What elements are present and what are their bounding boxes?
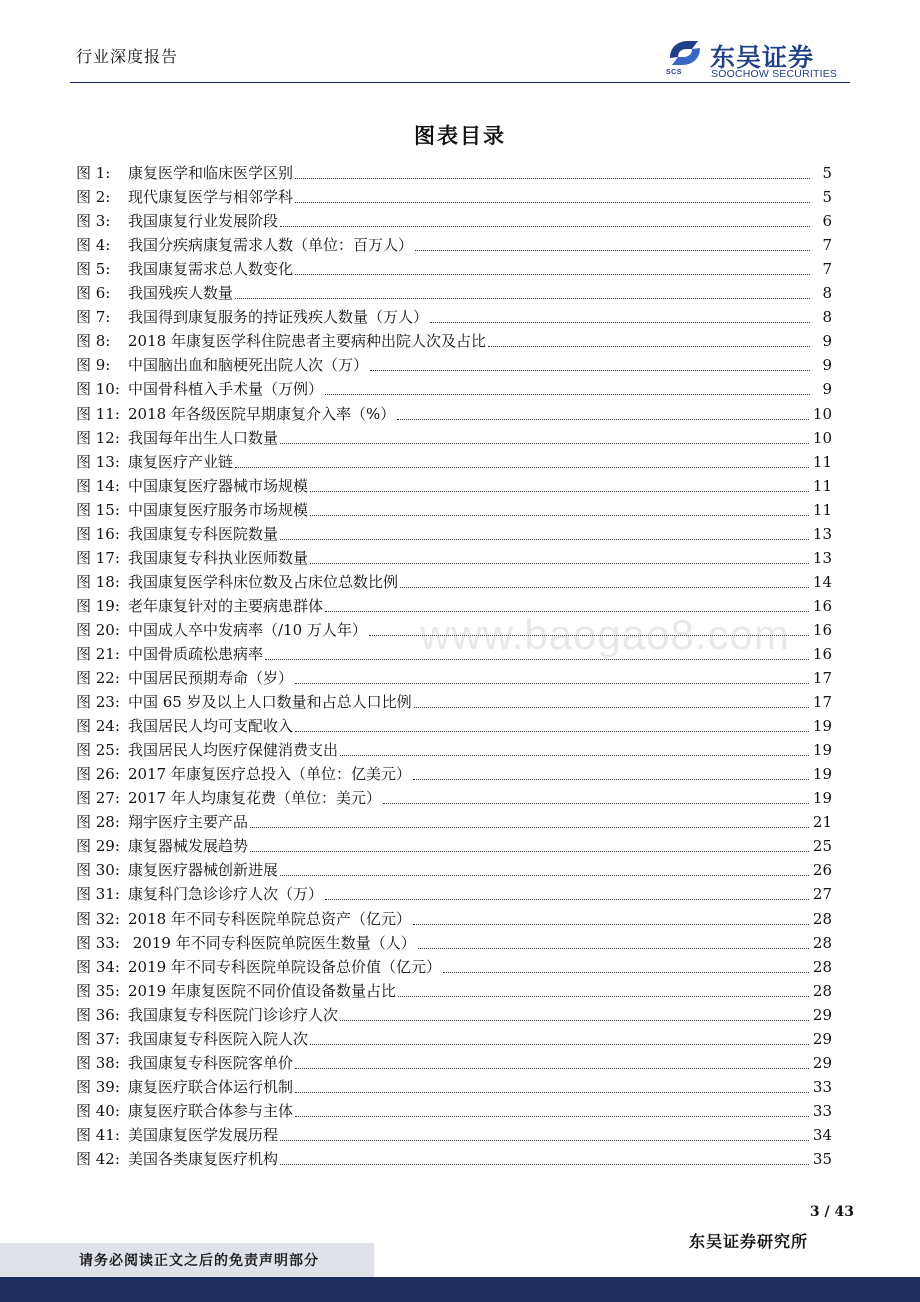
toc-entry-number: 图 39: [76, 1077, 120, 1096]
toc-entry[interactable] [76, 931, 832, 955]
toc-entry[interactable] [76, 738, 832, 762]
toc-entry-title: 我国居民人均可支配收入 [128, 717, 294, 736]
toc-entry-page: 11 [812, 500, 832, 519]
toc-entry-label [76, 1075, 293, 1099]
toc-entry[interactable] [76, 1147, 832, 1171]
toc-entry-number: 图 26: [76, 765, 120, 784]
toc-entry-title: 我国康复需求总人数变化 [128, 260, 294, 279]
toc-entry-number: 图 20: [76, 620, 120, 639]
toc-leader-dots [295, 1068, 809, 1069]
toc-entry-page: 8 [822, 284, 832, 303]
toc-entry-title: 中国骨科植入手术量（万例） [128, 380, 324, 399]
toc-entry-page: 16 [812, 596, 832, 615]
toc-entry[interactable] [76, 1051, 832, 1075]
toc-leader-dots [325, 899, 809, 900]
toc-entry-page: 25 [812, 837, 832, 856]
toc-entry-label [76, 281, 233, 305]
toc-entry-number: 图 8: [76, 332, 111, 351]
toc-entry-page: 5 [822, 164, 832, 183]
toc-entry[interactable] [76, 426, 832, 450]
toc-leader-dots [280, 226, 810, 227]
toc-leader-dots [310, 515, 809, 516]
toc-entry-label [76, 402, 395, 426]
toc-entry[interactable] [76, 401, 832, 425]
toc-entry-title: 康复医学和临床医学区别 [128, 164, 294, 183]
toc-leader-dots [413, 924, 809, 925]
toc-entry-page: 28 [812, 957, 832, 976]
toc-entry-title: 中国成人卒中发病率（/10 万人年） [128, 620, 367, 639]
toc-entry-number: 图 29: [76, 837, 120, 856]
toc-entry-page: 19 [812, 789, 832, 808]
toc-entry-number: 图 6: [76, 284, 111, 303]
toc-entry[interactable] [76, 281, 832, 305]
toc-entry-title: 康复医疗器械创新进展 [128, 861, 279, 880]
toc-leader-dots [295, 1092, 809, 1093]
toc-entry-title: 美国各类康复医疗机构 [128, 1149, 279, 1168]
toc-entry-label [76, 257, 293, 281]
toc-entry-number: 图 24: [76, 717, 120, 736]
toc-entry-label [76, 642, 263, 666]
toc-entry-number: 图 22: [76, 669, 120, 688]
toc-entry-number: 图 28: [76, 813, 120, 832]
toc-entry-label [76, 1099, 293, 1123]
toc-entry-number: 图 12: [76, 428, 120, 447]
toc-entry-label [76, 882, 323, 906]
toc-entry-label [76, 353, 368, 377]
toc-leader-dots [370, 370, 810, 371]
toc-entry-title: 康复科门急诊诊疗人次（万） [128, 885, 324, 904]
toc-entry-label [76, 834, 248, 858]
toc-leader-dots [383, 803, 809, 804]
toc-entry-label [76, 305, 428, 329]
toc-entry-page: 19 [812, 717, 832, 736]
toc-entry-title: 中国 65 岁及以上人口数量和占总人口比例 [128, 693, 412, 712]
toc-entry-page: 29 [812, 1005, 832, 1024]
toc-entry[interactable] [76, 1075, 832, 1099]
toc-leader-dots [235, 298, 810, 299]
toc-entry-label [76, 1051, 293, 1075]
toc-entry-title: 现代康复医学与相邻学科 [128, 188, 294, 207]
toc-entry-page: 27 [812, 885, 832, 904]
toc-entry-number: 图 16: [76, 524, 120, 543]
toc-entry[interactable] [76, 1003, 832, 1027]
toc-entry-label [76, 979, 396, 1003]
toc-entry-title: 我国康复医学科床位数及占床位总数比例 [128, 572, 399, 591]
toc-entry-number: 图 27: [76, 789, 120, 808]
toc-entry[interactable] [76, 1027, 832, 1051]
toc-entry-page: 11 [812, 452, 832, 471]
toc-entry-label [76, 1003, 338, 1027]
toc-leader-dots [310, 491, 809, 492]
toc-entry[interactable] [76, 498, 832, 522]
page-number: 3 / 43 [809, 1204, 854, 1220]
toc-entry-title: 2019 年康复医院不同价值设备数量占比 [128, 981, 396, 1000]
toc-entry-number: 图 13: [76, 452, 120, 471]
toc-leader-dots [397, 419, 809, 420]
toc-entry-page: 8 [822, 308, 832, 327]
toc-entry-page: 19 [812, 741, 832, 760]
toc-leader-dots [310, 563, 809, 564]
toc-entry-title: 我国康复专科医院入院人次 [128, 1029, 309, 1048]
toc-entry[interactable] [76, 570, 832, 594]
toc-entry-title: 我国康复专科执业医师数量 [128, 548, 309, 567]
toc-entry-title: 我国残疾人数量 [128, 284, 234, 303]
toc-entry[interactable] [76, 329, 832, 353]
toc-entry-page: 11 [812, 476, 832, 495]
toc-leader-dots [295, 1116, 809, 1117]
header-divider [70, 82, 850, 83]
toc-entry-page: 5 [822, 188, 832, 207]
toc-entry-label [76, 522, 278, 546]
toc-entry-title: 康复器械发展趋势 [128, 837, 249, 856]
toc-leader-dots [295, 274, 810, 275]
toc-title: 图表目录 [414, 123, 506, 148]
toc-entry[interactable] [76, 1099, 832, 1123]
toc-entry-number: 图 1: [76, 164, 111, 183]
toc-entry-page: 14 [812, 572, 832, 591]
toc-entry-number: 图 25: [76, 741, 120, 760]
toc-entry-title: 中国康复医疗器械市场规模 [128, 476, 309, 495]
toc-entry[interactable] [76, 955, 832, 979]
toc-entry-page: 28 [812, 909, 832, 928]
toc-entry-label [76, 233, 413, 257]
toc-leader-dots [280, 539, 809, 540]
toc-entry-label [76, 329, 486, 353]
toc-entry-number: 图 35: [76, 981, 120, 1000]
toc-entry-page: 9 [822, 332, 832, 351]
toc-entry-number: 图 14: [76, 476, 120, 495]
toc-leader-dots [280, 1164, 809, 1165]
toc-entry-page: 6 [822, 212, 832, 231]
toc-entry-number: 图 9: [76, 356, 111, 375]
toc-entry[interactable] [76, 979, 832, 1003]
toc-entry[interactable] [76, 305, 832, 329]
logo-chinese-name: 东吴证券 [710, 43, 815, 72]
toc-entry-page: 13 [812, 524, 832, 543]
toc-entry-label [76, 161, 293, 185]
toc-entry-number: 图 34: [76, 957, 120, 976]
toc-entry-label [76, 209, 278, 233]
toc-entry-label [76, 810, 248, 834]
toc-entry-page: 17 [812, 693, 832, 712]
toc-entry[interactable] [76, 666, 832, 690]
toc-entry-label [76, 570, 398, 594]
toc-entry-title: 康复医疗联合体运行机制 [128, 1077, 294, 1096]
toc-entry-label [76, 786, 381, 810]
toc-entry-number: 图 18: [76, 572, 120, 591]
toc-entry-label [76, 1123, 278, 1147]
toc-leader-dots [443, 972, 809, 973]
toc-entry-label [76, 738, 338, 762]
toc-entry-label [76, 690, 412, 714]
toc-entry-page: 10 [812, 428, 832, 447]
toc-entry-number: 图 40: [76, 1101, 120, 1120]
toc-entry-number: 图 5: [76, 260, 111, 279]
toc-entry-number: 图 11: [76, 404, 120, 423]
toc-entry-number: 图 17: [76, 548, 120, 567]
toc-leader-dots [280, 1140, 809, 1141]
toc-leader-dots [415, 250, 810, 251]
toc-entry[interactable] [76, 546, 832, 570]
toc-entry[interactable] [76, 810, 832, 834]
toc-entry-label [76, 1027, 308, 1051]
toc-entry-number: 图 33: [76, 933, 120, 952]
toc-leader-dots [235, 467, 809, 468]
toc-entry-title: 2018 年各级医院早期康复介入率（%） [128, 404, 396, 423]
toc-entry-title: 2019 年不同专科医院单院设备总价值（亿元） [128, 957, 441, 976]
toc-entry-title: 我国分疾病康复需求人数（单位：百万人） [128, 236, 414, 255]
toc-entry-page: 10 [812, 404, 832, 423]
footer-band [0, 1277, 920, 1302]
toc-entry-page: 19 [812, 765, 832, 784]
toc-entry-page: 7 [822, 260, 832, 279]
toc-entry-title: 老年康复针对的主要病患群体 [128, 596, 324, 615]
toc-entry-number: 图 15: [76, 500, 120, 519]
toc-entry-label [76, 714, 293, 738]
toc-entry[interactable] [76, 714, 832, 738]
toc-entry-page: 17 [812, 669, 832, 688]
toc-leader-dots [488, 346, 810, 347]
toc-entry-title: 我国得到康复服务的持证残疾人数量（万人） [128, 308, 429, 327]
toc-entry[interactable] [76, 233, 832, 257]
toc-entry-number: 图 23: [76, 693, 120, 712]
toc-entry-number: 图 4: [76, 236, 111, 255]
toc-entry-label [76, 594, 323, 618]
toc-entry-label [76, 907, 411, 931]
toc-entry-label [76, 931, 416, 955]
toc-leader-dots [295, 731, 809, 732]
toc-leader-dots [295, 202, 810, 203]
toc-entry[interactable] [76, 185, 832, 209]
toc-entry-page: 29 [812, 1053, 832, 1072]
toc-entry-label [76, 450, 233, 474]
toc-entry-number: 图 19: [76, 596, 120, 615]
toc-entry-page: 33 [812, 1077, 832, 1096]
toc-leader-dots [325, 394, 810, 395]
toc-entry-number: 图 30: [76, 861, 120, 880]
toc-entry-label [76, 955, 441, 979]
toc-entry-number: 图 31: [76, 885, 120, 904]
toc-entry[interactable] [76, 353, 832, 377]
toc-entry-page: 16 [812, 644, 832, 663]
toc-entry-title: 2018 年康复医学科住院患者主要病种出院人次及占比 [128, 332, 486, 351]
toc-entry-number: 图 21: [76, 644, 120, 663]
toc-leader-dots [414, 707, 809, 708]
toc-entry-title: 我国康复专科医院门诊诊疗人次 [128, 1005, 339, 1024]
toc-entry-number: 图 38: [76, 1053, 120, 1072]
toc-entry-title: 我国康复行业发展阶段 [128, 212, 279, 231]
toc-leader-dots [250, 851, 809, 852]
toc-entry-page: 35 [812, 1149, 832, 1168]
toc-leader-dots [400, 587, 809, 588]
toc-entry-page: 28 [812, 981, 832, 1000]
toc-entry-page: 7 [822, 236, 832, 255]
toc-entry[interactable] [76, 690, 832, 714]
report-type-label: 行业深度报告 [76, 47, 179, 66]
toc-entry-label [76, 618, 367, 642]
toc-entry-page: 9 [822, 380, 832, 399]
toc-entry-label [76, 666, 293, 690]
toc-entry-title: 中国脑出血和脑梗死出院人次（万） [128, 356, 369, 375]
toc-leader-dots [280, 875, 809, 876]
toc-leader-dots [430, 322, 810, 323]
toc-entry-label [76, 1147, 278, 1171]
toc-entry-title: 2017 年康复医疗总投入（单位：亿美元） [128, 765, 411, 784]
toc-entry[interactable] [76, 858, 832, 882]
brand-logo [664, 38, 854, 82]
toc-entry-title: 康复医疗联合体参与主体 [128, 1101, 294, 1120]
toc-entry-label [76, 185, 293, 209]
toc-leader-dots [295, 178, 810, 179]
institute-name: 东吴证券研究所 [688, 1232, 808, 1251]
toc-entry-page: 16 [812, 620, 832, 639]
toc-entry-number: 图 36: [76, 1005, 120, 1024]
toc-leader-dots [418, 948, 809, 949]
toc-entry[interactable] [76, 257, 832, 281]
toc-entry-page: 26 [812, 861, 832, 880]
toc-entry[interactable] [76, 450, 832, 474]
toc-entry-page: 34 [812, 1125, 832, 1144]
toc-entry-label [76, 546, 308, 570]
toc-entry-number: 图 2: [76, 188, 111, 207]
toc-leader-dots [265, 659, 809, 660]
toc-entry[interactable] [76, 762, 832, 786]
toc-leader-dots [340, 1020, 809, 1021]
toc-entry-page: 13 [812, 548, 832, 567]
toc-entry[interactable] [76, 161, 832, 185]
toc-entry-number: 图 7: [76, 308, 111, 327]
toc-entry-number: 图 10: [76, 380, 120, 399]
logo-english-name: SOOCHOW SECURITIES [711, 68, 838, 80]
toc-entry-title: 我国康复专科医院数量 [128, 524, 279, 543]
toc-entry-title: 2019 年不同专科医院单院医生数量（人） [128, 933, 416, 952]
watermark: www.baogao8.com [420, 611, 790, 658]
toc-entry-title: 我国居民人均医疗保健消费支出 [128, 741, 339, 760]
toc-entry[interactable] [76, 209, 832, 233]
toc-entry-number: 图 41: [76, 1125, 120, 1144]
toc-entry-number: 图 42: [76, 1149, 120, 1168]
toc-entry-number: 图 37: [76, 1029, 120, 1048]
toc-entry-label [76, 474, 308, 498]
toc-entry-title: 康复医疗产业链 [128, 452, 234, 471]
toc-entry-title: 我国康复专科医院客单价 [128, 1053, 294, 1072]
toc-leader-dots [310, 1044, 809, 1045]
logo-scs-text: SCS [666, 69, 682, 76]
toc-entry-title: 中国康复医疗服务市场规模 [128, 500, 309, 519]
toc-leader-dots [250, 827, 809, 828]
toc-entry-page: 9 [822, 356, 832, 375]
toc-entry[interactable] [76, 786, 832, 810]
toc-entry[interactable] [76, 906, 832, 930]
toc-entry-title: 我国每年出生人口数量 [128, 428, 279, 447]
toc-entry[interactable] [76, 834, 832, 858]
toc-entry-title: 2018 年不同专科医院单院总资产（亿元） [128, 909, 411, 928]
toc-entry[interactable] [76, 474, 832, 498]
toc-leader-dots [413, 779, 809, 780]
toc-entry-title: 美国康复医学发展历程 [128, 1125, 279, 1144]
toc-entry-label [76, 377, 323, 401]
toc-entry-title: 中国骨质疏松患病率 [128, 644, 264, 663]
toc-entry-page: 33 [812, 1101, 832, 1120]
toc-entry-label [76, 498, 308, 522]
toc-entry[interactable] [76, 522, 832, 546]
toc-leader-dots [280, 443, 809, 444]
toc-entry-title: 翔宇医疗主要产品 [128, 813, 249, 832]
toc-leader-dots [340, 755, 809, 756]
toc-entry-page: 29 [812, 1029, 832, 1048]
toc-entry[interactable] [76, 882, 832, 906]
toc-entry-title: 2017 年人均康复花费（单位：美元） [128, 789, 381, 808]
figure-toc-list [76, 161, 832, 1171]
toc-entry-title: 中国居民预期寿命（岁） [128, 669, 294, 688]
disclaimer-text: 请务必阅读正文之后的免责声明部分 [79, 1253, 319, 1269]
toc-entry-number: 图 3: [76, 212, 111, 231]
toc-entry-label [76, 858, 278, 882]
toc-entry[interactable] [76, 1123, 832, 1147]
toc-entry-page: 28 [812, 933, 832, 952]
toc-entry-label [76, 426, 278, 450]
toc-leader-dots [398, 996, 809, 997]
toc-entry-page: 21 [812, 813, 832, 832]
toc-entry[interactable] [76, 377, 832, 401]
toc-entry-label [76, 762, 411, 786]
toc-entry-number: 图 32: [76, 909, 120, 928]
toc-leader-dots [295, 683, 809, 684]
